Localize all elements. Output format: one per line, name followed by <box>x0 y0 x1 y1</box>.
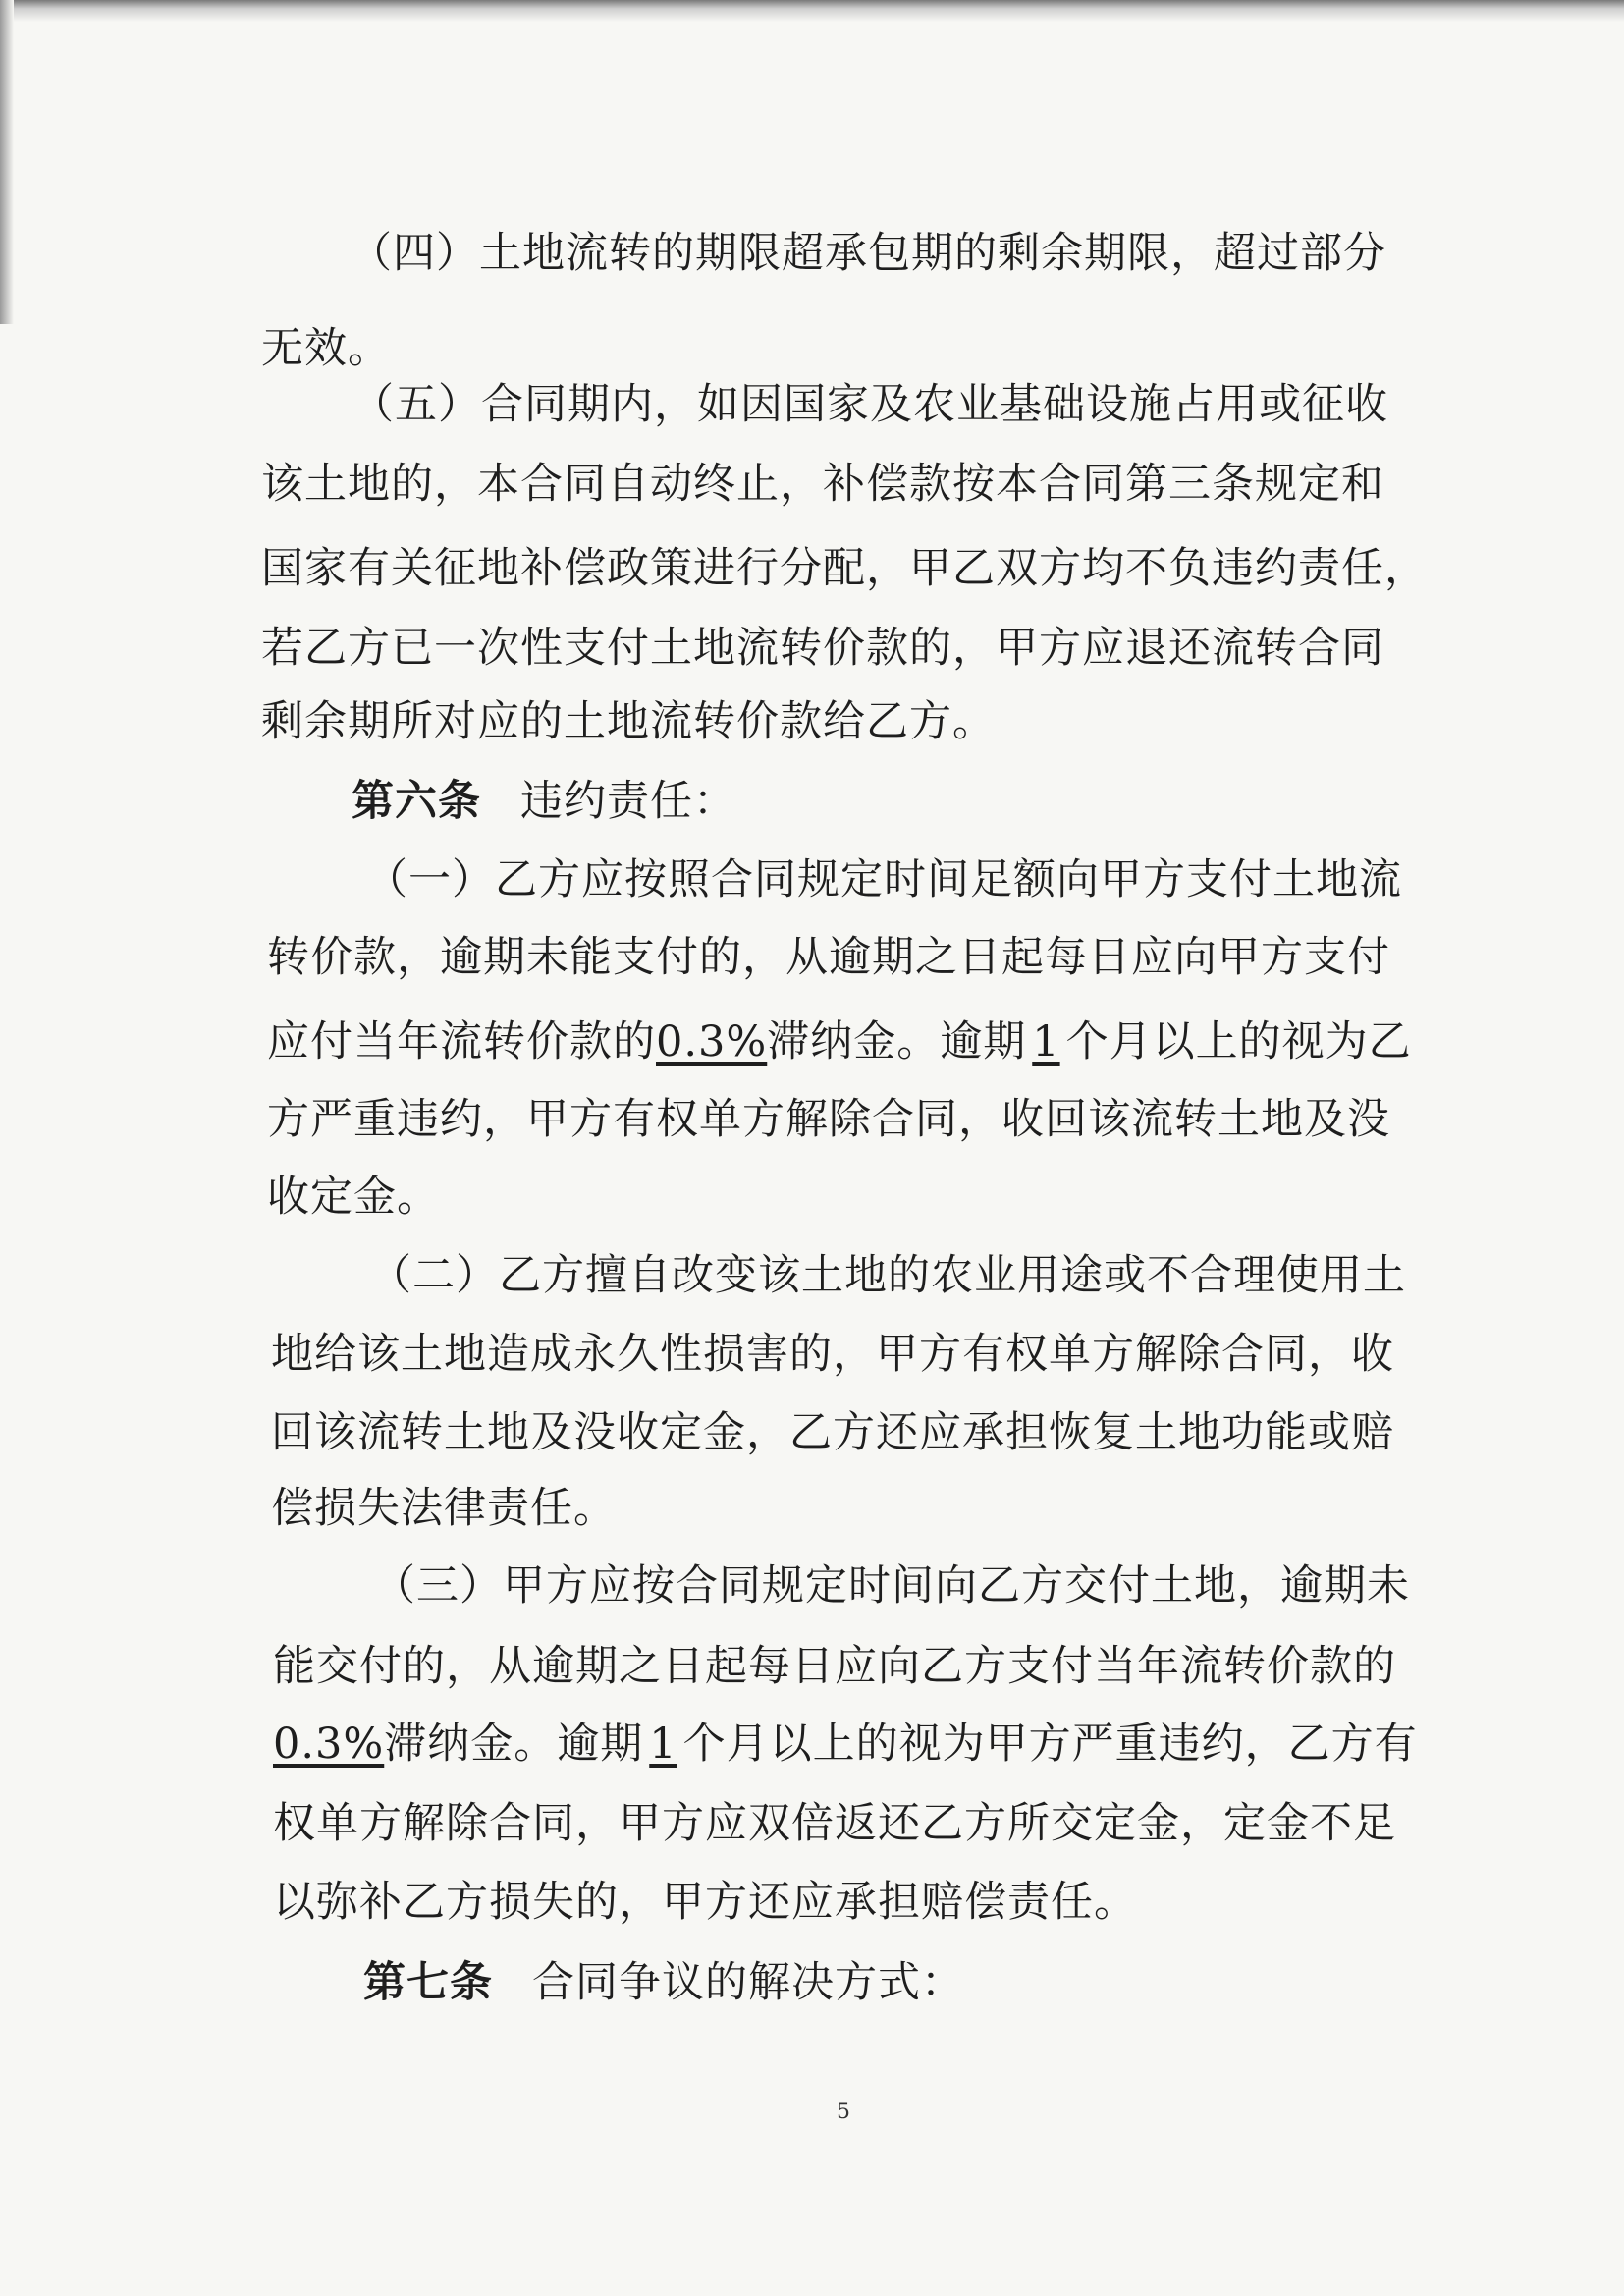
p5-line2: 该土地的，本合同自动终止，补偿款按本合同第三条规定和 <box>261 460 1384 509</box>
a6-item3-line1: （三）甲方应按合同规定时间向乙方交付土地，逾期未 <box>373 1561 1410 1611</box>
p5-line3: 国家有关征地补偿政策进行分配，甲乙双方均不负违约责任， <box>261 544 1428 593</box>
article6-heading: 第六条 <box>352 777 481 826</box>
article7-heading: 第七条 <box>363 1958 493 2007</box>
a6-item3-months: 1 <box>649 1720 677 1769</box>
page-number: 5 <box>837 2100 850 2124</box>
a6-item1-line3 <box>267 1004 1412 1081</box>
a6-item1-line4: 方严重违约，甲方有权单方解除合同，收回该流转土地及没 <box>267 1095 1390 1144</box>
a6-item1-line2: 转价款，逾期未能支付的，从逾期之日起每日应向甲方支付 <box>267 933 1390 982</box>
article7-heading-line <box>363 1944 964 2022</box>
p4-line1: （四）土地流转的期限超承包期的剩余期限，超过部分 <box>350 229 1386 278</box>
p5-line4: 若乙方已一次性支付土地流转价款的，甲方应退还流转合同 <box>261 624 1384 673</box>
p5-line1: （五）合同期内，如因国家及农业基础设施占用或征收 <box>352 380 1388 429</box>
a6-item2-line3: 回该流转土地及没收定金，乙方还应承担恢复土地功能或赔 <box>271 1408 1394 1457</box>
p5-line5: 剩余期所对应的土地流转价款给乙方。 <box>261 697 996 746</box>
a6-item1-line3-b: 滞纳金。逾期 <box>767 1017 1027 1066</box>
a6-item1-line3-a: 应付当年流转价款的 <box>267 1017 656 1066</box>
a6-item1-months: 1 <box>1032 1017 1060 1066</box>
a6-item3-rate: 0.3% <box>273 1720 385 1769</box>
article6-title: 违约责任： <box>520 777 736 826</box>
p4-line2: 无效。 <box>261 324 391 373</box>
article7-title: 合同争议的解决方式： <box>532 1958 964 2007</box>
a6-item3-line4: 权单方解除合同，甲方应双倍返还乙方所交定金，定金不足 <box>273 1799 1396 1848</box>
a6-item3-line3-b: 个月以上的视为甲方严重违约，乙方有 <box>682 1720 1418 1769</box>
a6-item2-line4: 偿损失法律责任。 <box>271 1484 617 1533</box>
a6-item2-line2: 地给该土地造成永久性损害的，甲方有权单方解除合同，收 <box>271 1330 1394 1379</box>
a6-item1-line1: （一）乙方应按照合同规定时间足额向甲方支付土地流 <box>365 855 1402 904</box>
a6-item2-line1: （二）乙方擅自改变该土地的农业用途或不合理使用土 <box>369 1251 1406 1300</box>
a6-item1-line5: 收定金。 <box>267 1173 440 1222</box>
a6-item3-line3 <box>273 1706 1418 1783</box>
a6-item3-line3-a: 滞纳金。逾期 <box>384 1720 644 1769</box>
a6-item3-line2: 能交付的，从逾期之日起每日应向乙方支付当年流转价款的 <box>273 1642 1396 1691</box>
a6-item1-rate: 0.3% <box>656 1017 768 1066</box>
scan-edge-left <box>0 0 14 324</box>
a6-item3-line5: 以弥补乙方损失的，甲方还应承担赔偿责任。 <box>273 1878 1137 1927</box>
a6-item1-line3-c: 个月以上的视为乙 <box>1065 1017 1412 1066</box>
scan-edge-top <box>0 0 1624 22</box>
article6-heading-line <box>352 763 736 841</box>
